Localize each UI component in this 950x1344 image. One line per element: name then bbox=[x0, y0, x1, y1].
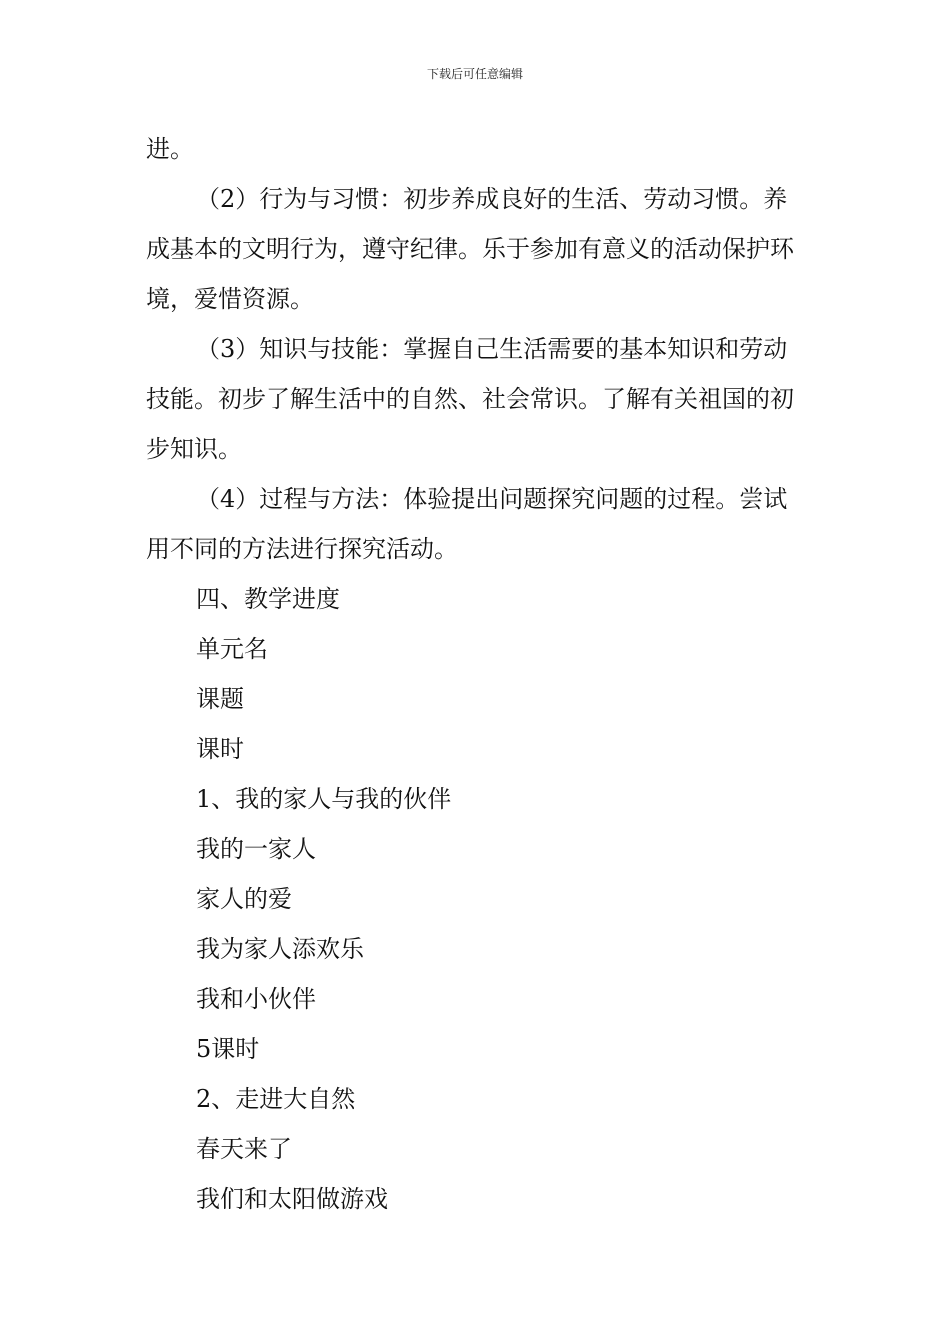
paragraph-continuation: 进。 bbox=[146, 135, 194, 163]
page-header: 下载后可任意编辑 bbox=[426, 67, 523, 81]
paragraph-behavior-habits: （2）行为与习惯：初步养成良好的生活、劳动习惯。养成基本的文明行为，遵守纪律。乐于参加有意义的活动保护环境，爱惜资源。 bbox=[146, 185, 794, 313]
unit-hours: 5课时 bbox=[196, 1035, 260, 1063]
unit-name: 2、走进大自然 bbox=[196, 1085, 356, 1113]
unit-name: 1、我的家人与我的伙伴 bbox=[196, 785, 452, 813]
document-body bbox=[146, 124, 810, 1224]
section-title: 四、教学进度 bbox=[196, 585, 340, 613]
unit-topic: 我们和太阳做游戏 bbox=[196, 1185, 388, 1213]
table-header-hours: 课时 bbox=[196, 735, 244, 763]
table-header-unit-name: 单元名 bbox=[196, 635, 268, 663]
unit-topic: 我的一家人 bbox=[196, 835, 316, 863]
paragraph-knowledge-skills: （3）知识与技能：掌握自己生活需要的基本知识和劳动技能。初步了解生活中的自然、社会常识。了解有关祖国的初步知识。 bbox=[146, 335, 794, 463]
unit-topic: 我和小伙伴 bbox=[196, 985, 316, 1013]
unit-topic: 春天来了 bbox=[196, 1135, 292, 1163]
unit-topic: 家人的爱 bbox=[196, 885, 292, 913]
table-header-topic: 课题 bbox=[196, 685, 244, 713]
unit-topic: 我为家人添欢乐 bbox=[196, 935, 364, 963]
paragraph-process-methods: （4）过程与方法：体验提出问题探究问题的过程。尝试用不同的方法进行探究活动。 bbox=[146, 485, 788, 563]
